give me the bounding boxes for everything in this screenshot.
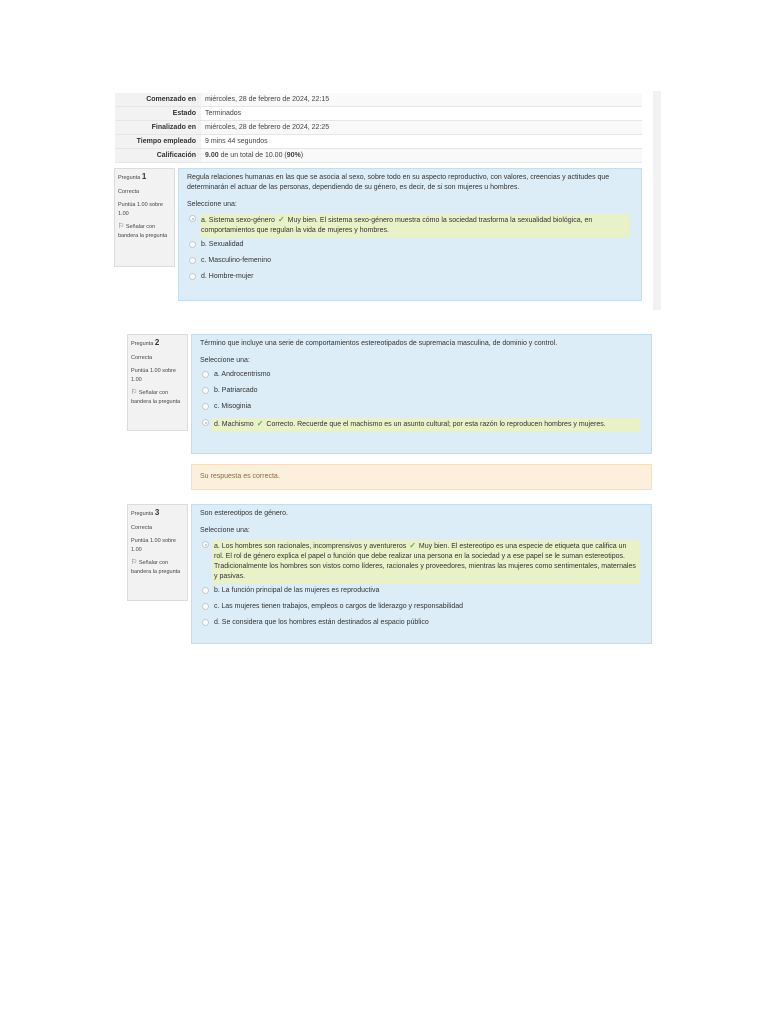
radio-button[interactable] — [189, 215, 196, 222]
answer-label: b. Sexualidad — [201, 241, 244, 248]
question-points: Puntúa 1.00 sobre 1.00 — [118, 202, 163, 217]
flag-question-link[interactable] — [118, 223, 171, 240]
radio-button[interactable] — [202, 541, 209, 548]
question-number — [131, 509, 184, 519]
question-prefix: Pregunta — [131, 341, 154, 347]
flag-icon: ⚐ — [131, 389, 138, 396]
flag-label: Señalar con bandera la pregunta — [131, 390, 181, 405]
answer-feedback: Muy bien. El estereotipo es una especie de etiqueta que califica un rol. El rol de género explica el papel o función que debe realizar una persona en la sociedad y a ese papel se le suman estereotipos. Tradicionalmente los hombres son vistos como líderes, racionales y proveedores, mientras las mujeres como sentimentales, maternales y pasivas. — [214, 543, 636, 580]
attempt-summary-table — [115, 93, 642, 163]
question-info-3 — [127, 504, 188, 601]
question-info-2 — [127, 334, 188, 431]
radio-button[interactable] — [189, 273, 196, 280]
answer-highlight — [212, 418, 639, 431]
summary-value: Terminados — [201, 107, 642, 121]
grade-score: 9.00 — [205, 152, 219, 159]
question-prefix: Pregunta — [131, 511, 154, 517]
answer-label: c. Masculino-femenino — [201, 257, 272, 264]
question-prefix: Pregunta — [118, 175, 141, 181]
answer-option-b[interactable] — [200, 383, 643, 399]
radio-button[interactable] — [202, 619, 209, 626]
radio-button[interactable] — [202, 419, 209, 426]
question-text: Término que incluye una serie de comportamientos estereotipados de supremacía masculina, de dominio y control. — [200, 340, 558, 347]
radio-button[interactable] — [202, 387, 209, 394]
summary-label: Comenzado en — [115, 93, 201, 107]
answer-label: d. Machismo — [214, 421, 254, 428]
answer-option-c[interactable] — [200, 399, 643, 415]
radio-button[interactable] — [189, 241, 196, 248]
question-points: Puntúa 1.00 sobre 1.00 — [131, 368, 176, 383]
answer-prompt: Seleccione una: — [200, 527, 250, 534]
question-number-value: 2 — [154, 338, 160, 347]
answer-feedback: Muy bien. El sistema sexo-género muestra cómo la sociedad trasforma la sexualidad biológica, en comportamientos que regulan la vida de mujeres y hombres. — [201, 217, 593, 234]
grade-percent: 90% — [286, 152, 301, 159]
answer-label: b. La función principal de las mujeres es reproductiva — [214, 587, 380, 594]
question-text: Regula relaciones humanas en las que se asocia al sexo, sobre todo en su aspecto reproductivo, con valores, creencias y actitudes que determinarán el actuar de las personas, dependiendo de su género, es decir, de si son mujeres u hombres. — [187, 174, 610, 191]
summary-row-time — [115, 135, 642, 149]
summary-value: miércoles, 28 de febrero de 2024, 22:25 — [201, 121, 642, 135]
check-icon: ✓ — [409, 541, 416, 550]
answer-prompt: Seleccione una: — [187, 201, 237, 208]
summary-row-started — [115, 93, 642, 107]
question-content-1 — [178, 168, 642, 301]
answer-option-b[interactable] — [200, 583, 643, 599]
check-icon: ✓ — [277, 215, 285, 224]
summary-value: 9 mins 44 segundos — [201, 135, 642, 149]
answer-label: b. Patriarcado — [214, 387, 258, 394]
check-icon: ✓ — [256, 419, 264, 428]
answer-label: a. Androcentrismo — [214, 371, 271, 378]
answer-label: a. Los hombres son racionales, incomprensivos y aventureros — [214, 543, 407, 550]
result-feedback: Su respuesta es correcta. — [191, 464, 652, 490]
question-points: Puntúa 1.00 sobre 1.00 — [131, 538, 176, 553]
flag-label: Señalar con bandera la pregunta — [118, 224, 168, 239]
question-content-3 — [191, 504, 652, 644]
question-info-1 — [114, 168, 175, 267]
radio-button[interactable] — [202, 603, 209, 610]
question-status: Correcta — [118, 188, 140, 195]
answer-option-a[interactable] — [200, 537, 643, 583]
question-status: Correcta — [131, 524, 153, 531]
question-content-2 — [191, 334, 652, 454]
question-text: Son estereotipos de género. — [200, 510, 288, 517]
answer-option-a[interactable] — [200, 367, 643, 383]
flag-icon: ⚐ — [131, 559, 138, 566]
answer-label: a. Sistema sexo-género — [201, 217, 275, 224]
summary-row-grade — [115, 149, 642, 163]
summary-row-finished — [115, 121, 642, 135]
answer-label: c. Las mujeres tienen trabajos, empleos o cargos de liderazgo y responsabilidad — [214, 603, 464, 610]
flag-label: Señalar con bandera la pregunta — [131, 560, 181, 575]
summary-row-state — [115, 107, 642, 121]
summary-label: Finalizado en — [115, 121, 201, 135]
flag-question-link[interactable] — [131, 389, 184, 406]
question-number — [131, 339, 184, 349]
grade-end: ) — [300, 152, 304, 159]
flag-question-link[interactable] — [131, 559, 184, 576]
question-number — [118, 173, 171, 183]
summary-value: miércoles, 28 de febrero de 2024, 22:15 — [201, 93, 642, 107]
question-number-value: 1 — [141, 172, 147, 181]
scrollbar[interactable] — [653, 91, 661, 310]
summary-label: Estado — [115, 107, 201, 121]
answer-feedback: Correcto. Recuerde que el machismo es un asunto cultural; por esta razón lo reproducen hombres y mujeres. — [266, 421, 606, 428]
question-number-value: 3 — [154, 508, 160, 517]
radio-button[interactable] — [202, 371, 209, 378]
answer-label: d. Se considera que los hombres están destinados al espacio público — [214, 619, 429, 626]
radio-button[interactable] — [202, 403, 209, 410]
radio-button[interactable] — [202, 587, 209, 594]
grade-value — [201, 149, 642, 163]
answer-option-b[interactable] — [187, 237, 633, 253]
radio-button[interactable] — [189, 257, 196, 264]
flag-icon: ⚐ — [118, 223, 125, 230]
summary-label: Calificación — [115, 149, 201, 163]
answer-highlight — [199, 214, 629, 237]
grade-mid: de un total de 10.00 ( — [218, 152, 287, 159]
answer-highlight — [212, 540, 639, 583]
answer-prompt: Seleccione una: — [200, 357, 250, 364]
answer-option-d[interactable] — [200, 615, 643, 631]
answer-option-c[interactable] — [187, 253, 633, 269]
answer-option-c[interactable] — [200, 599, 643, 615]
answer-option-d[interactable] — [187, 269, 633, 285]
answer-label: c. Misoginia — [214, 403, 251, 410]
summary-label: Tiempo empleado — [115, 135, 201, 149]
answer-option-a[interactable] — [187, 211, 633, 237]
answer-label: d. Hombre-mujer — [201, 273, 254, 280]
answer-option-d[interactable] — [200, 415, 643, 431]
question-status: Correcta — [131, 354, 153, 361]
